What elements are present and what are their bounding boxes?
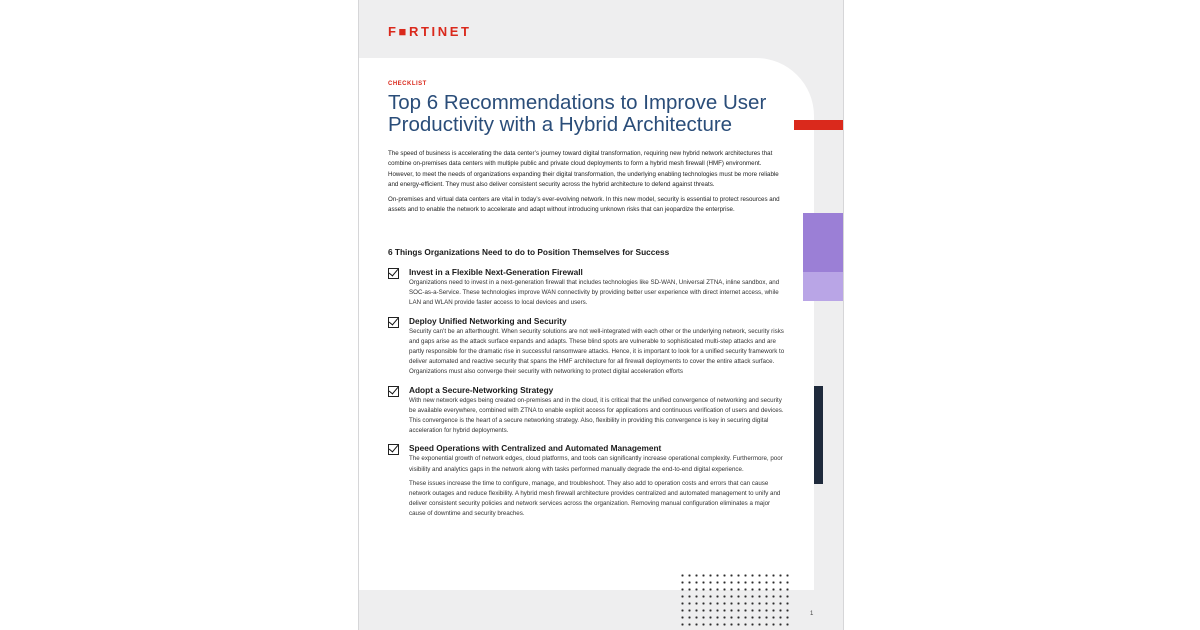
intro-paragraph: The speed of business is accelerating the data center’s journey toward digital transformation, requiring new hybrid network architectures that combine on-premises data centers with multiple public and private cloud deployments to form a hybrid mesh firewall (HMF) environment. However, to meet the needs of organizations expanding their digital transformation, the underlying enabling technologies must be more reliable and energy-efficient. They must also deliver consistent security across the hybrid architecture to defend against threats. [388, 150, 779, 188]
decorative-navy-bar [814, 386, 823, 484]
checkbox-checked-icon [388, 268, 399, 279]
item-heading: Deploy Unified Networking and Security [409, 315, 567, 326]
item-text: Organizations need to invest in a next-generation firewall that includes technologies like SD-WAN, Universal ZTNA, inline sandbox, and SOC-as-a-Service. These technologies improve WAN connectivity by providing better user experience with direct internet access, while LAN and WLAN provide faster access to local devices and users. [409, 279, 780, 307]
checklist-item [388, 385, 786, 437]
fortinet-logo: F■RTINET [388, 24, 472, 39]
item-heading: Speed Operations with Centralized and Automated Management [409, 443, 662, 454]
checklist [388, 267, 786, 527]
decorative-purple-block [803, 213, 843, 272]
item-text: With new network edges being created on-premises and in the cloud, it is critical that the unified convergence of networking and security be available everywhere, combined with ZTNA to enable explicit access for applications and continuous verification of users and devices. This convergence is the heart of a secure networking strategy. Also, flexibility in providing this convergence is key in securing digital acceleration for hybrid deployments. [409, 396, 784, 435]
decorative-lavender-block [803, 272, 843, 301]
item-text: The exponential growth of network edges, cloud platforms, and tools can significantly increase operational complexity. Furthermore, poor visibility and analytics gaps in the network along with tasks performed manually degrade the end-to-end digital experience. [409, 455, 783, 473]
item-heading: Invest in a Flexible Next-Generation Firewall [409, 267, 583, 277]
checkbox-checked-icon [388, 444, 399, 455]
checkbox-checked-icon [388, 317, 399, 328]
item-heading: Adopt a Secure-Networking Strategy [409, 384, 554, 395]
decorative-dot-grid [679, 572, 791, 630]
document-type-label: CHECKLIST [388, 81, 427, 87]
item-text: These issues increase the time to configure, manage, and troubleshoot. They also add to operation costs and errors that can cause network outages and reduce flexibility. A hybrid mesh firewall architecture provides centralized and automated management to unify and deliver consistent security policies and network services across the organization. Removing manual configuration eliminates a major cause of downtime and security breaches. [409, 479, 781, 518]
document-page [358, 0, 844, 630]
decorative-red-bar [794, 120, 843, 130]
section-heading: 6 Things Organizations Need to do to Position Themselves for Success [388, 247, 670, 257]
checklist-item [388, 316, 786, 378]
checklist-item [388, 443, 786, 519]
page-number: 1 [810, 611, 814, 617]
intro-text [388, 149, 784, 221]
checkbox-checked-icon [388, 386, 399, 397]
page-title: Top 6 Recommendations to Improve User Productivity with a Hybrid Architecture [388, 91, 767, 136]
item-text: Security can’t be an afterthought. When security solutions are not well-integrated with each other or the underlying network, security risks and gaps arise as the attack surface expands and adapts. These blind spots are vulnerable to sophisticated multi-step attacks and are partly responsible for the dramatic rise in successful ransomware attacks. Hence, it is important to look for a unified security framework to deliver automated and reactive security that spans the HMF architecture for all firewall deployments to cover the entire attack surface. Organizations must also converge their security with networking to protect digital acceleration efforts [409, 327, 785, 376]
checklist-item [388, 267, 786, 309]
intro-paragraph: On-premises and virtual data centers are vital in today’s ever-evolving network. In this new model, security is essential to protect resources and assets and to enable the network to accelerate and adapt without introducing unknown risks that can jeopardize the enterprise. [388, 196, 780, 214]
